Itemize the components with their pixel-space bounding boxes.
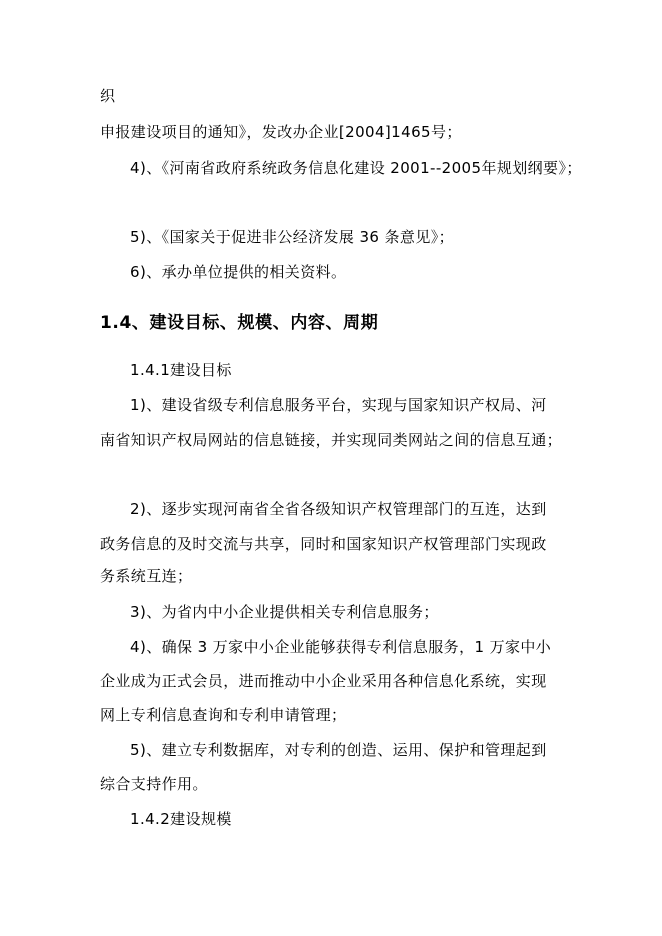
- text-line: 5)、《国家关于促进非公经济发展 36 条意见》；: [130, 228, 455, 246]
- subsection-heading: 1.4.2建设规模: [130, 810, 232, 828]
- text-line: 5)、建立专利数据库，对专利的创造、运用、保护和管理起到: [130, 741, 547, 759]
- text-line: 4)、《河南省政府系统政务信息化建设 2001--2005年规划纲要》；: [130, 159, 582, 177]
- text-line: 3)、为省内中小企业提供相关专利信息服务；: [130, 603, 439, 621]
- text-line: 织: [100, 87, 116, 105]
- section-heading: 1.4、建设目标、规模、内容、周期: [100, 313, 379, 333]
- subsection-heading: 1.4.1建设目标: [130, 361, 232, 379]
- text-line: 申报建设项目的通知》，发改办企业[2004]1465号；: [100, 123, 462, 141]
- text-line: 2)、逐步实现河南省全省各级知识产权管理部门的互连，达到: [130, 500, 547, 518]
- text-line: 企业成为正式会员，进而推动中小企业采用各种信息化系统，实现: [100, 672, 547, 690]
- text-line: 务系统互连；: [100, 567, 193, 585]
- text-line: 政务信息的及时交流与共享，同时和国家知识产权管理部门实现政: [100, 535, 547, 553]
- text-line: 南省知识产权局网站的信息链接，并实现同类网站之间的信息互通；: [100, 431, 563, 449]
- text-line: 综合支持作用。: [100, 775, 208, 793]
- text-line: 4)、确保 3 万家中小企业能够获得专利信息服务，1 万家中小: [130, 638, 552, 656]
- text-line: 6)、承办单位提供的相关资料。: [130, 263, 347, 281]
- text-line: 1)、建设省级专利信息服务平台，实现与国家知识产权局、河: [130, 396, 547, 414]
- text-line: 网上专利信息查询和专利申请管理；: [100, 706, 347, 724]
